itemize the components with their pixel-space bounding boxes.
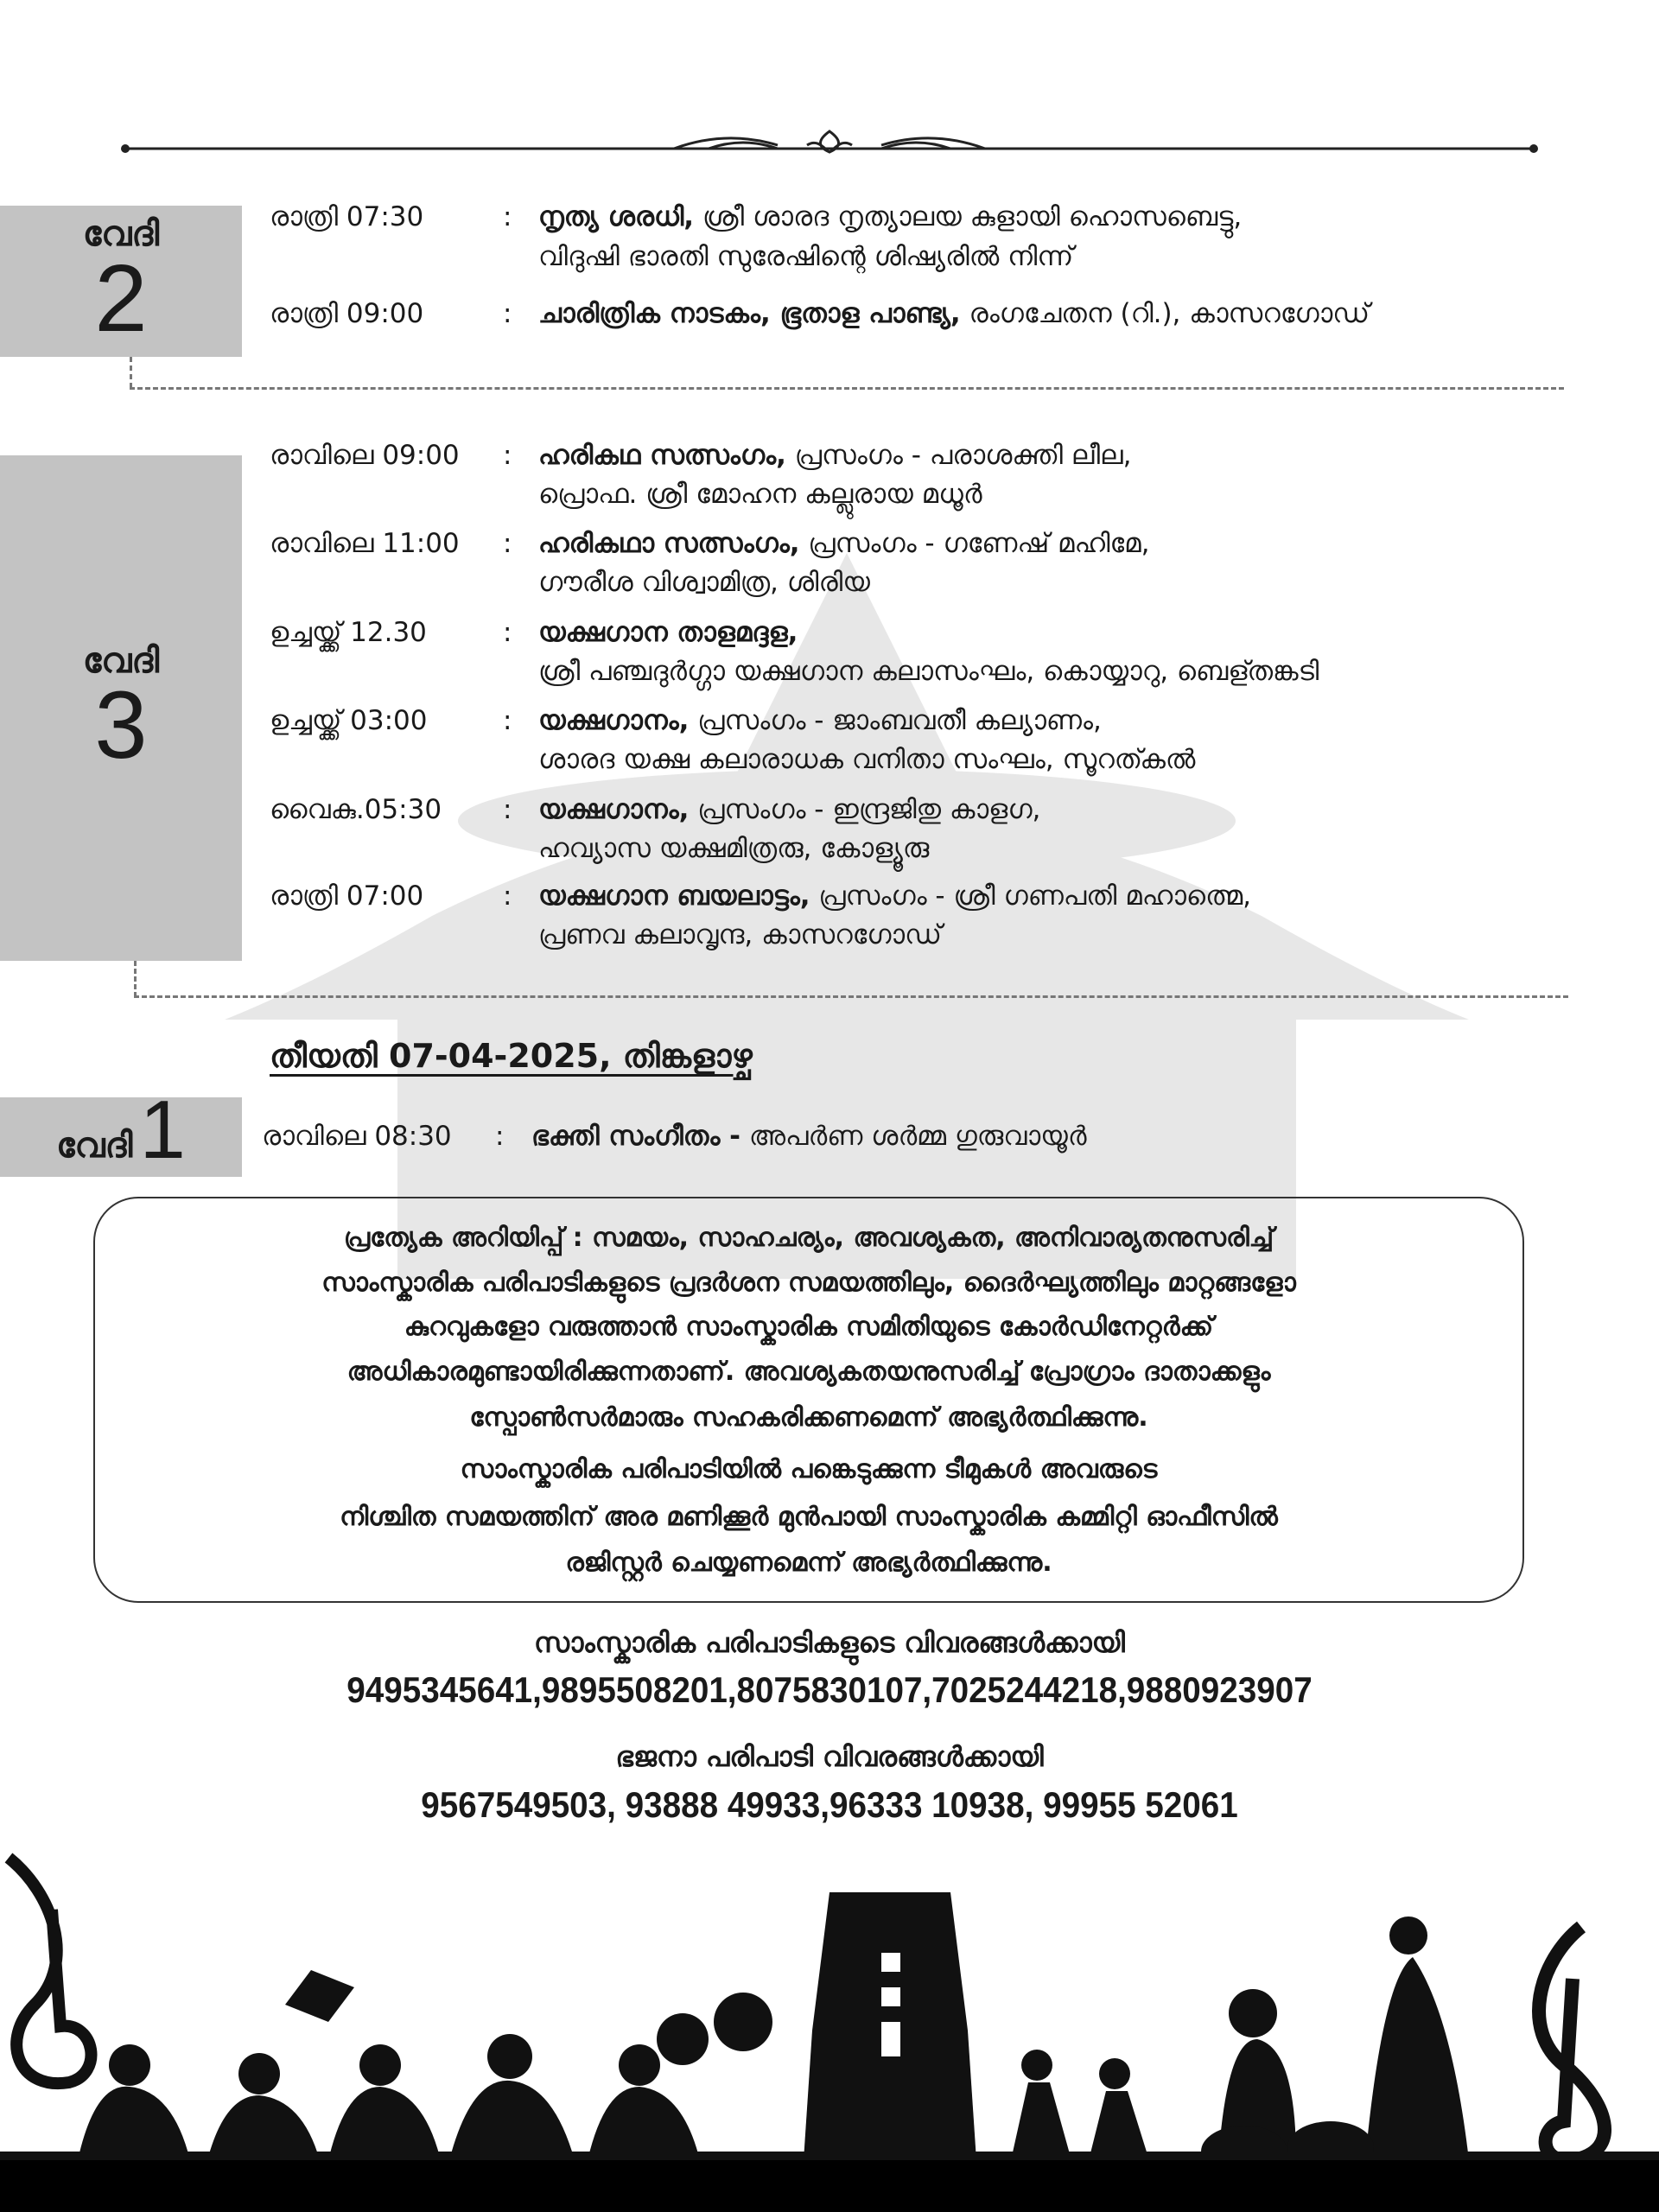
divider [130, 387, 1564, 390]
venue-label: വേദി [82, 640, 160, 681]
contact-heading: സാംസ്കാരിക പരിപാടികളുടെ വിവരങ്ങൾക്കായി [534, 1626, 1125, 1659]
contact-numbers: 9495345641,9895508201,8075830107,7025244218,9880923907 [346, 1669, 1313, 1710]
event-detail-line2: ശ്രീ പഞ്ചദുർഗ്ഗാ യക്ഷഗാന കലാസംഘം, കൊയ്യാറു, ബെള്തങ്കടി [538, 656, 1319, 687]
venue-3-badge [0, 455, 242, 961]
time: ഉച്ചയ്ക്ക് 03:00 [270, 705, 428, 736]
event-title: ഹരികഥ സത്സംഗം, [538, 440, 786, 471]
event-title: യക്ഷഗാന ബയലാട്ടം, [538, 880, 810, 912]
time: ഉച്ചയ്ക്ക് 12.30 [270, 617, 427, 648]
venue-number: 1 [139, 1084, 186, 1176]
event-detail: അപർണ ശർമ്മ ഗുരുവായൂർ [741, 1121, 1087, 1152]
venue-label: വേദി [56, 1126, 133, 1166]
event-detail-line2: ശാരദ യക്ഷ കലാരാധക വനിതാ സംഘം, സൂറത്കൽ [538, 744, 1196, 775]
colon: : [503, 440, 512, 471]
notice-line: സാംസ്കാരിക പരിപാടികളുടെ പ്രദർശന സമയത്തിലും, ദൈർഘ്യത്തിലും മാറ്റങ്ങളോ [321, 1268, 1296, 1298]
colon: : [503, 201, 512, 232]
venue-label: വേദി [82, 213, 160, 254]
event-title: ഭക്തി സംഗീതം - [531, 1121, 741, 1152]
colon: : [503, 298, 512, 329]
notice-line: സ്പോൺസർമാരും സഹകരിക്കണമെന്ന് അഭ്യർത്ഥിക്കുന്നു. [469, 1402, 1148, 1433]
event-title: യക്ഷഗാനം, [538, 705, 690, 736]
event-title: നൃത്യ ശരധി, [538, 201, 695, 232]
time: രാവിലെ 09:00 [270, 440, 460, 471]
notice-line: രജിസ്റ്റർ ചെയ്യണമെന്ന് അഭ്യർത്ഥിക്കുന്നു. [565, 1548, 1052, 1578]
event-title: യക്ഷഗാന താളമദ്ദള, [538, 617, 798, 648]
time: രാവിലെ 11:00 [270, 528, 460, 559]
time: രാത്രി 07:30 [270, 201, 424, 232]
time: രാവിലെ 08:30 [262, 1121, 452, 1152]
event-detail-line2: പ്രൊഫ. ശ്രീ മോഹന കല്ലുരായ മധൂർ [538, 479, 982, 510]
cultural-silhouettes-banner [0, 1806, 1659, 2212]
notice-line: സാംസ്കാരിക പരിപാടിയിൽ പങ്കെടുക്കുന്ന ടീമുകൾ അവരുടെ [460, 1454, 1158, 1484]
event-title: ഹരികഥാ സത്സംഗം, [538, 528, 800, 559]
event-title: ചാരിത്രിക നാടകം, ഭൂതാള പാണ്ട്യ, [538, 298, 961, 329]
event-detail: പ്രസംഗം - ഇന്ദ്രജിതു കാളഗ, [689, 794, 1041, 825]
event-detail: പ്രസംഗം - പരാശക്തി ലീല, [785, 440, 1132, 471]
event-detail-line2: പ്രണവ കലാവൃന്ദ, കാസറഗോഡ് [538, 919, 942, 950]
event-detail: പ്രസംഗം - ശ്രീ ഗണപതി മഹാത്മെ, [810, 880, 1252, 912]
colon: : [503, 528, 512, 559]
event-detail: പ്രസംഗം - ജാംബവതീ കല്യാണം, [689, 705, 1102, 736]
time: രാത്രി 07:00 [270, 880, 424, 912]
time: വൈകു.05:30 [270, 794, 442, 825]
ornament-divider [121, 130, 1538, 173]
notice-line: നിശ്ചിത സമയത്തിന് അര മണിക്കൂർ മുൻപായി സാംസ്കാരിക കമ്മിറ്റി ഓഫീസിൽ [340, 1502, 1278, 1532]
venue-number: 2 [94, 245, 148, 352]
venue-number: 3 [94, 671, 148, 779]
time: രാത്രി 09:00 [270, 298, 424, 329]
notice-line: കുറവുകളോ വരുത്താൻ സാംസ്കാരിക സമിതിയുടെ കോർഡിനേറ്റർക്ക് [404, 1312, 1214, 1342]
event-detail-line2: ഗൗരീശ വിശ്വാമിത്ര, ശിരിയ [538, 567, 870, 598]
colon: : [495, 1121, 505, 1152]
contact-heading: ഭജനാ പരിപാടി വിവരങ്ങൾക്കായി [615, 1740, 1044, 1773]
divider [134, 995, 1568, 998]
event-detail-line2: വിദുഷി ഭാരതി സുരേഷിന്റെ ശിഷ്യരിൽ നിന്ന് [538, 241, 1074, 272]
event-detail: പ്രസംഗം - ഗണേഷ് മഹിമേ, [799, 528, 1150, 559]
colon: : [503, 880, 512, 912]
colon: : [503, 705, 512, 736]
venue-2-badge [0, 206, 242, 357]
event-detail-line2: ഹവ്യാസ യക്ഷമിത്രരു, കോള്യൂരു [538, 833, 930, 864]
colon: : [503, 794, 512, 825]
divider [130, 357, 132, 388]
event-detail: രംഗചേതന (റി.), കാസറഗോഡ് [960, 298, 1370, 329]
divider [134, 961, 137, 997]
venue-1-badge [0, 1084, 242, 1177]
notice-line: അധികാരമുണ്ടായിരിക്കുന്നതാണ്. അവശ്യകതയനുസരിച്ച് പ്രോഗ്രാം ദാതാക്കളും [346, 1357, 1271, 1387]
date-heading: തീയതി 07-04-2025, തിങ്കളാഴ്ച [270, 1037, 753, 1075]
contact-numbers: 9567549503, 93888 49933,96333 10938, 99955 52061 [421, 1784, 1238, 1825]
colon: : [503, 617, 512, 648]
event-detail: ശ്രീ ശാരദ നൃത്യാലയ കുളായി ഹൊസബെട്ടു, [694, 201, 1243, 232]
special-notice-box [93, 1197, 1524, 1603]
event-title: യക്ഷഗാനം, [538, 794, 690, 825]
notice-line: പ്രത്യേക അറിയിപ്പ് : സമയം, സാഹചര്യം, അവശ്യകത, അനിവാര്യതനുസരിച്ച് [343, 1223, 1274, 1253]
